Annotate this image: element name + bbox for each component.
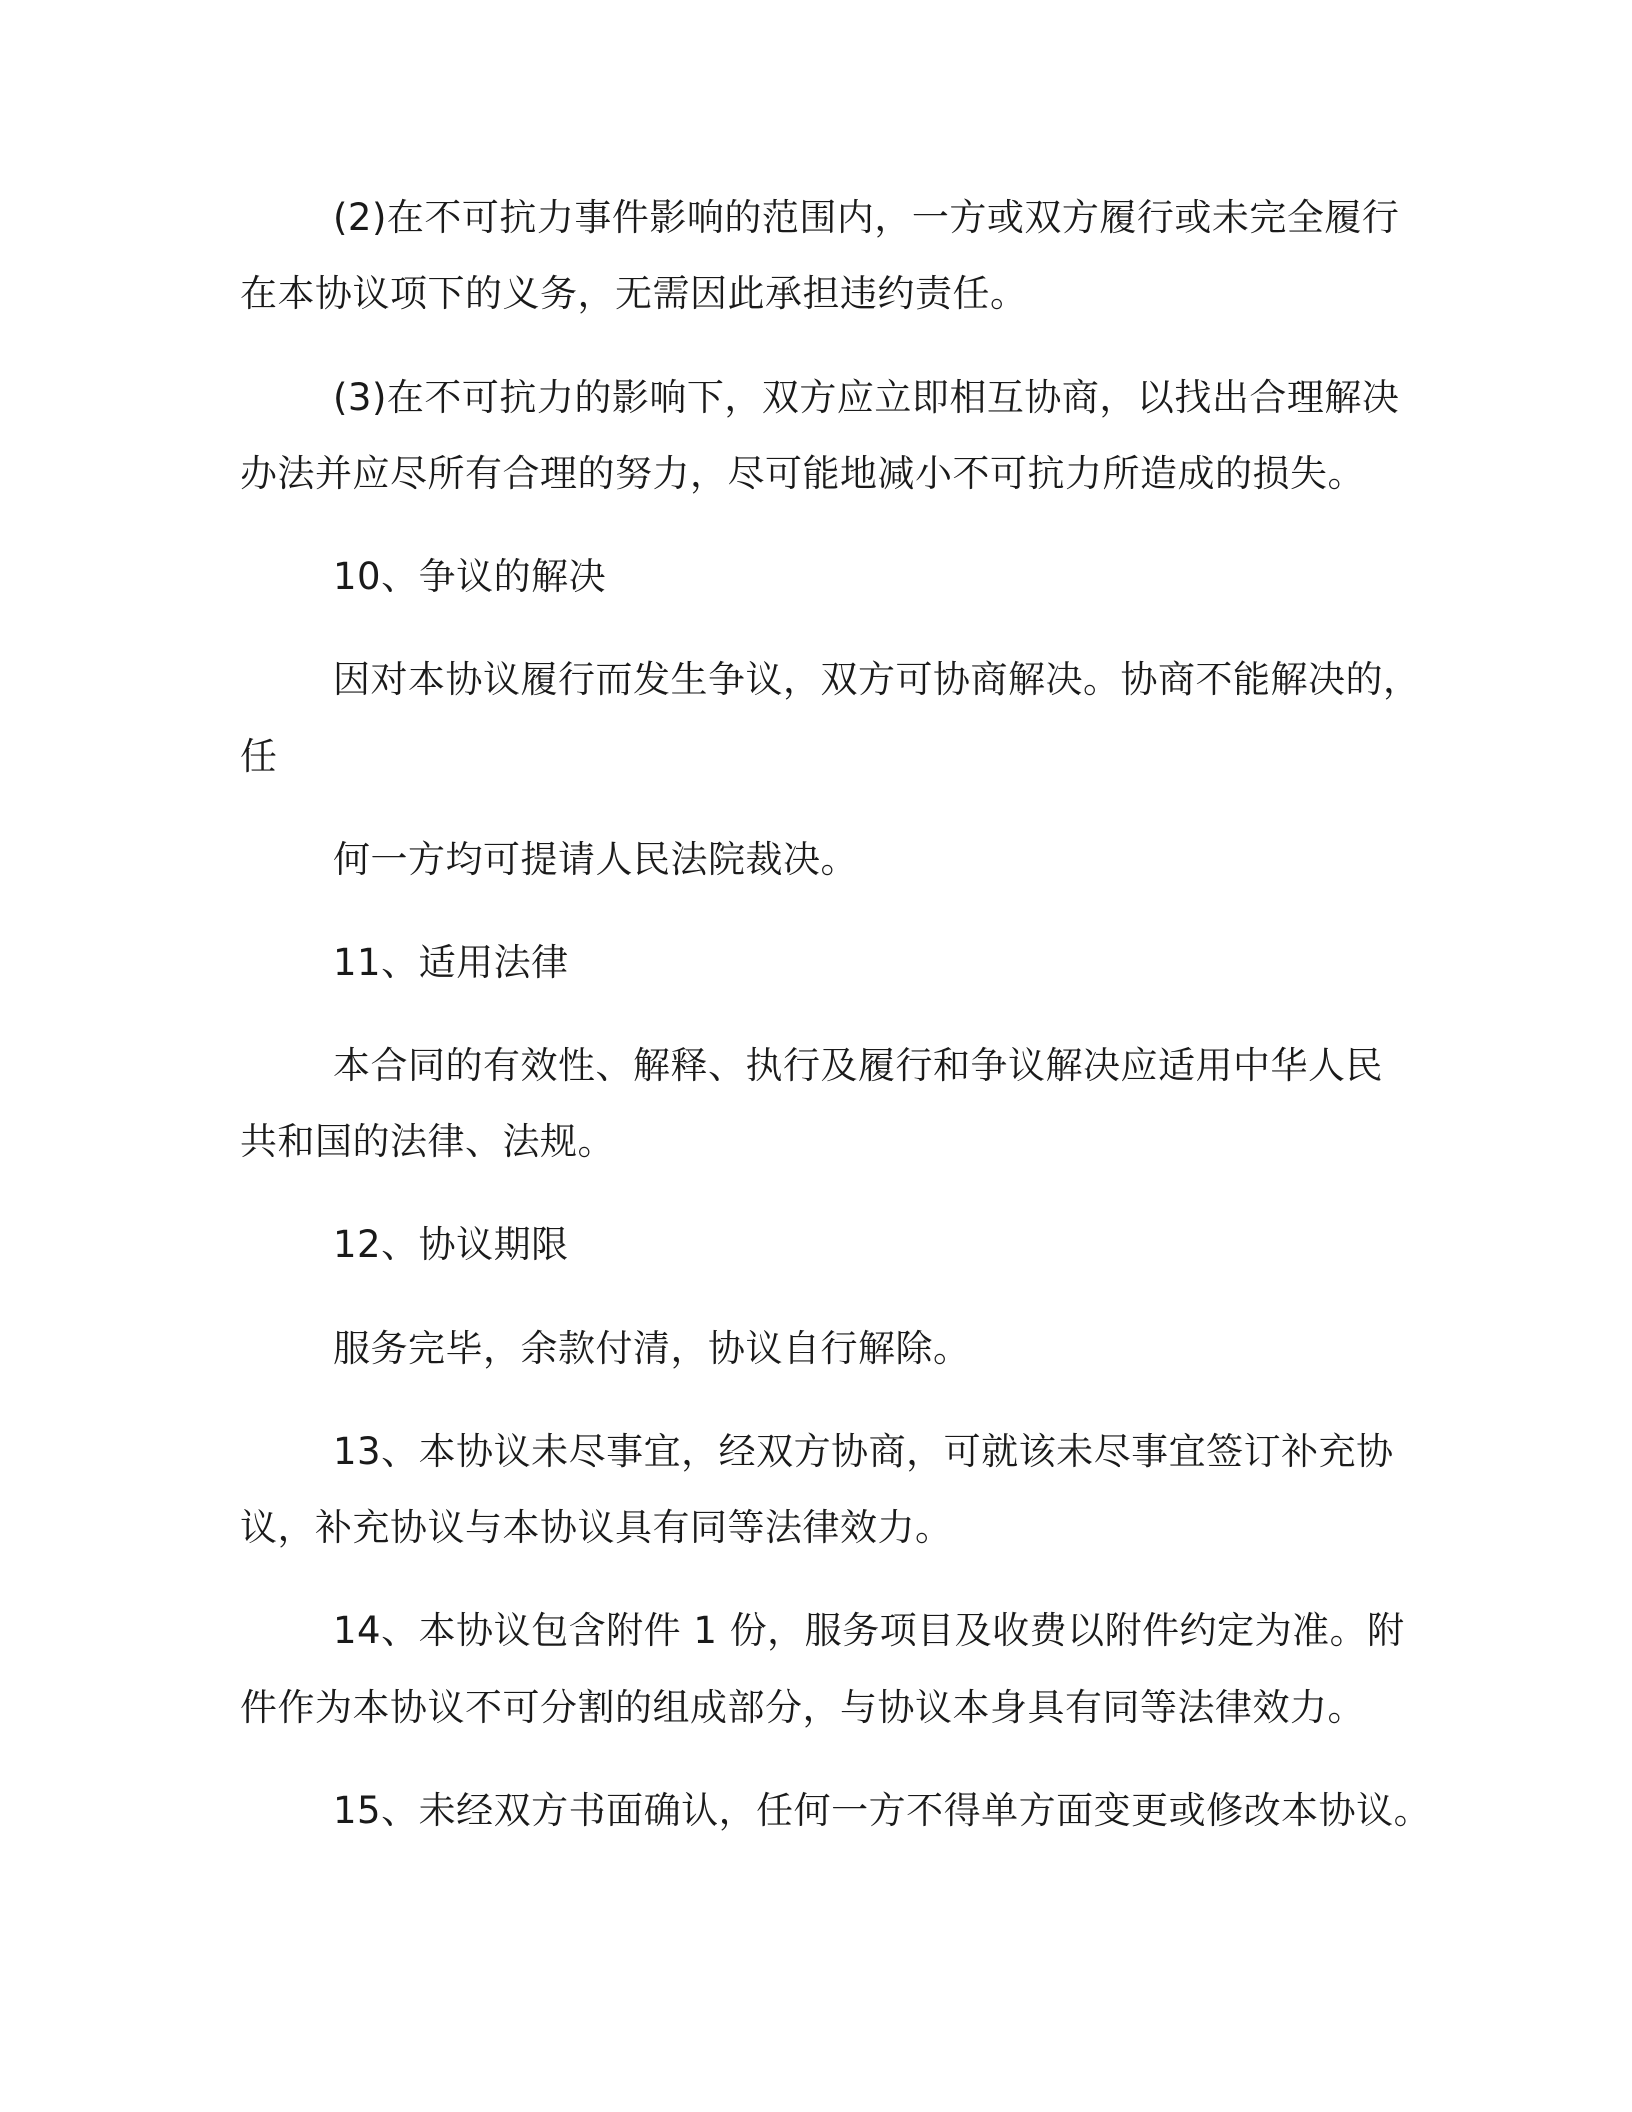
- text-line: (3)在不可抗力的影响下，双方应立即相互协商，以找出合理解决: [333, 376, 1400, 419]
- text-line: 15、未经双方书面确认，任何一方不得单方面变更或修改本协议。: [333, 1789, 1432, 1832]
- text-line: (2)在不可抗力事件影响的范围内，一方或双方履行或未完全履行: [333, 196, 1400, 239]
- text-line: 件作为本协议不可分割的组成部分，与协议本身具有同等法律效力。: [240, 1686, 1365, 1729]
- text-line: 14、本协议包含附件 1 份，服务项目及收费以附件约定为准。附: [333, 1609, 1405, 1652]
- text-line: 共和国的法律、法规。: [240, 1120, 615, 1163]
- text-line: 在本协议项下的义务，无需因此承担违约责任。: [240, 272, 1028, 315]
- section-heading: 11、适用法律: [333, 941, 569, 984]
- text-line: 本合同的有效性、解释、执行及履行和争议解决应适用中华人民: [333, 1044, 1383, 1087]
- text-line: 服务完毕，余款付清，协议自行解除。: [333, 1327, 971, 1370]
- text-line: 何一方均可提请人民法院裁决。: [333, 838, 858, 881]
- section-heading: 12、协议期限: [333, 1223, 569, 1266]
- text-line: 因对本协议履行而发生争议，双方可协商解决。协商不能解决的，: [333, 658, 1421, 701]
- section-heading: 10、争议的解决: [333, 555, 607, 598]
- text-line: 议，补充协议与本协议具有同等法律效力。: [240, 1506, 953, 1549]
- text-line: 办法并应尽所有合理的努力，尽可能地减小不可抗力所造成的损失。: [240, 452, 1365, 495]
- text-line: 13、本协议未尽事宜，经双方协商，可就该未尽事宜签订补充协: [333, 1430, 1394, 1473]
- text-line: 任: [240, 735, 278, 778]
